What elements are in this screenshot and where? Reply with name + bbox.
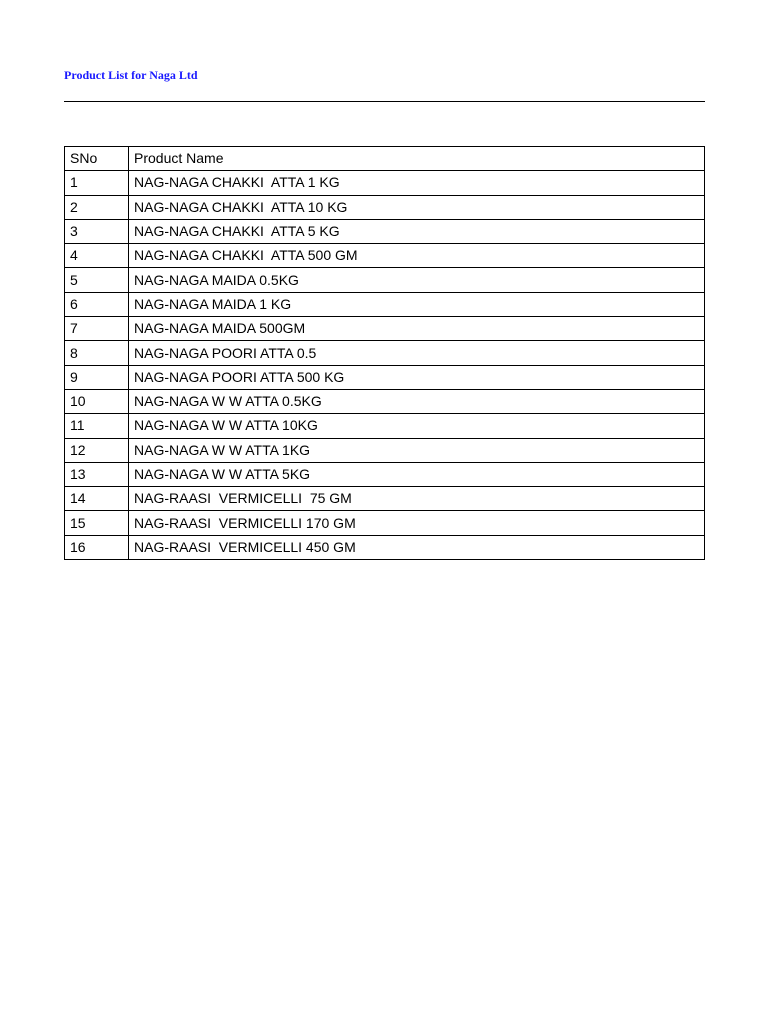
cell-sno: 4 bbox=[65, 244, 129, 268]
table-row bbox=[65, 414, 705, 438]
cell-sno: 2 bbox=[65, 195, 129, 219]
cell-product-name: NAG-RAASI VERMICELLI 450 GM bbox=[129, 535, 705, 559]
table-row bbox=[65, 389, 705, 413]
table-header-row bbox=[65, 147, 705, 171]
cell-sno: 10 bbox=[65, 389, 129, 413]
cell-sno: 5 bbox=[65, 268, 129, 292]
cell-product-name: NAG-NAGA MAIDA 1 KG bbox=[129, 292, 705, 316]
cell-product-name: NAG-NAGA W W ATTA 1KG bbox=[129, 438, 705, 462]
table-row bbox=[65, 462, 705, 486]
cell-product-name: NAG-NAGA CHAKKI ATTA 5 KG bbox=[129, 219, 705, 243]
table-row bbox=[65, 438, 705, 462]
table-row bbox=[65, 511, 705, 535]
cell-sno: 11 bbox=[65, 414, 129, 438]
table-row bbox=[65, 219, 705, 243]
cell-sno: 13 bbox=[65, 462, 129, 486]
cell-product-name: NAG-NAGA W W ATTA 10KG bbox=[129, 414, 705, 438]
table-row bbox=[65, 341, 705, 365]
table-row bbox=[65, 487, 705, 511]
cell-sno: 12 bbox=[65, 438, 129, 462]
table-row bbox=[65, 171, 705, 195]
cell-product-name: NAG-NAGA CHAKKI ATTA 500 GM bbox=[129, 244, 705, 268]
cell-product-name: NAG-NAGA MAIDA 0.5KG bbox=[129, 268, 705, 292]
header-sno: SNo bbox=[65, 147, 129, 171]
table-row bbox=[65, 365, 705, 389]
cell-sno: 8 bbox=[65, 341, 129, 365]
cell-product-name: NAG-NAGA CHAKKI ATTA 10 KG bbox=[129, 195, 705, 219]
title-divider bbox=[64, 101, 705, 102]
cell-product-name: NAG-NAGA W W ATTA 5KG bbox=[129, 462, 705, 486]
table-row bbox=[65, 535, 705, 559]
table-row bbox=[65, 268, 705, 292]
cell-product-name: NAG-RAASI VERMICELLI 170 GM bbox=[129, 511, 705, 535]
cell-product-name: NAG-NAGA CHAKKI ATTA 1 KG bbox=[129, 171, 705, 195]
cell-product-name: NAG-NAGA W W ATTA 0.5KG bbox=[129, 389, 705, 413]
cell-sno: 16 bbox=[65, 535, 129, 559]
page-title: Product List for Naga Ltd bbox=[64, 68, 198, 82]
table-row bbox=[65, 244, 705, 268]
cell-product-name: NAG-NAGA MAIDA 500GM bbox=[129, 317, 705, 341]
cell-sno: 1 bbox=[65, 171, 129, 195]
cell-product-name: NAG-NAGA POORI ATTA 500 KG bbox=[129, 365, 705, 389]
cell-sno: 3 bbox=[65, 219, 129, 243]
cell-sno: 9 bbox=[65, 365, 129, 389]
header-product-name: Product Name bbox=[129, 147, 705, 171]
cell-sno: 14 bbox=[65, 487, 129, 511]
product-table bbox=[64, 146, 705, 560]
cell-sno: 6 bbox=[65, 292, 129, 316]
cell-sno: 15 bbox=[65, 511, 129, 535]
cell-product-name: NAG-NAGA POORI ATTA 0.5 bbox=[129, 341, 705, 365]
cell-sno: 7 bbox=[65, 317, 129, 341]
table-row bbox=[65, 317, 705, 341]
table-row bbox=[65, 292, 705, 316]
cell-product-name: NAG-RAASI VERMICELLI 75 GM bbox=[129, 487, 705, 511]
table-row bbox=[65, 195, 705, 219]
